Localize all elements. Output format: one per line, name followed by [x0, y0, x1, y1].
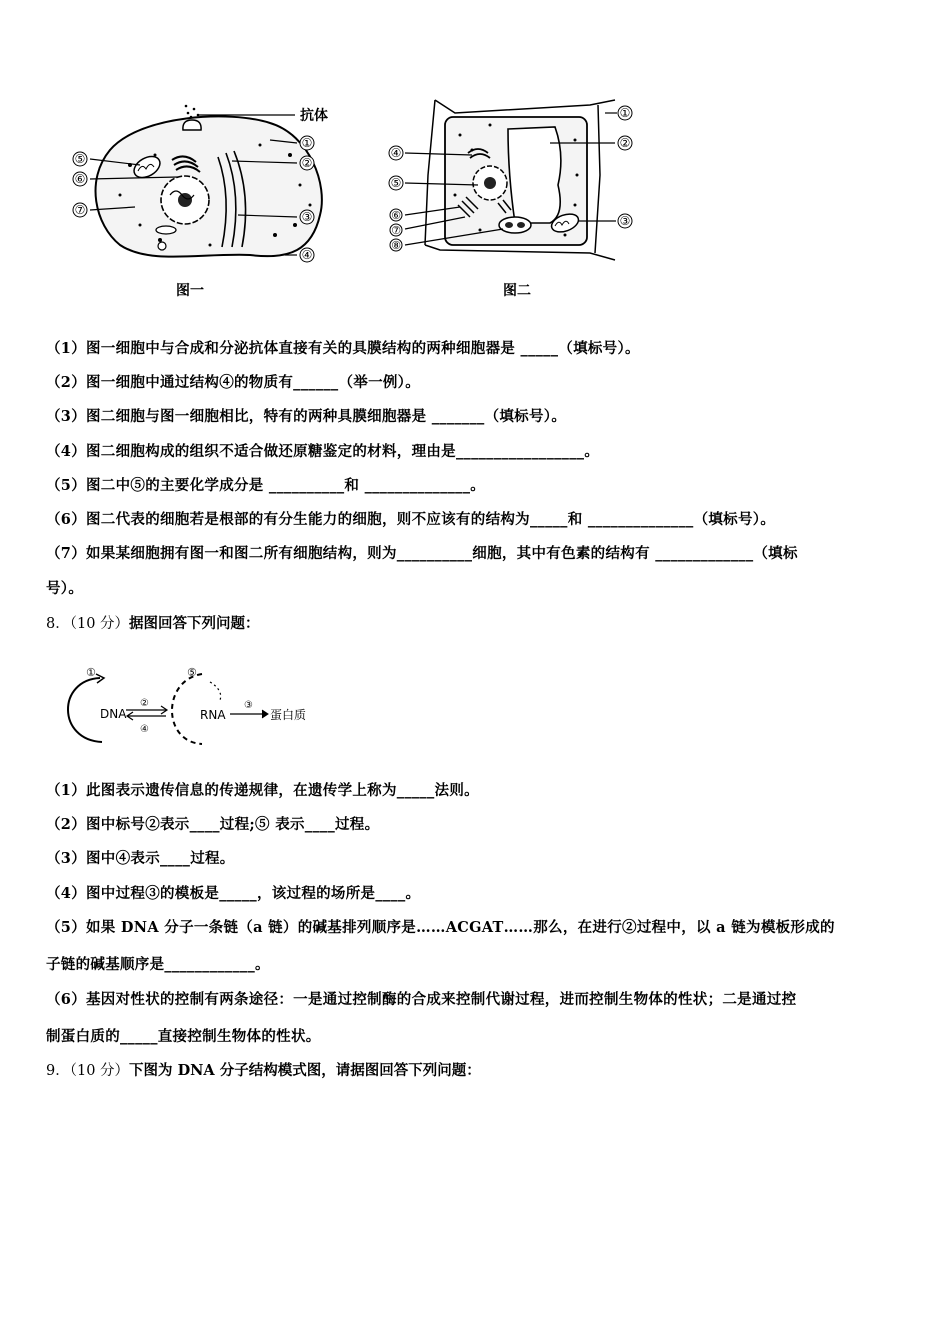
q7-line-5: （5）图二中⑤的主要化学成分是 __________和 ______________。	[46, 477, 486, 494]
fig1-marker-5: ⑤	[74, 152, 86, 166]
dogma-marker-5: ⑤	[187, 666, 197, 679]
q8-line-4: （4）图中过程③的模板是_____，该过程的场所是____。	[46, 885, 421, 902]
q8-score: （10 分）	[69, 616, 130, 632]
dogma-marker-4: ④	[140, 724, 149, 735]
q8-title: 据图回答下列问题：	[129, 615, 260, 632]
q7-line-8: 号）。	[46, 580, 84, 597]
q8-line-5: （5）如果 DNA 分子一条链（a 链）的碱基排列顺序是……ACGAT……那么，在进行②过程中，以 a 链为模板形成的	[46, 919, 835, 936]
dogma-marker-3: ③	[244, 700, 253, 711]
central-dogma-diagram	[62, 660, 322, 755]
fig2-marker-7: ⑦	[391, 224, 401, 237]
q7-line-2: （2）图一细胞中通过结构④的物质有______（举一例）。	[46, 374, 421, 391]
q7-line-3: （3）图二细胞与图一细胞相比，特有的两种具膜细胞器是 _______（填标号）。	[46, 408, 567, 425]
fig1-marker-6: ⑥	[74, 172, 86, 186]
fig1-marker-1: ①	[301, 136, 313, 150]
q8-line-8: 制蛋白质的_____直接控制生物体的性状。	[46, 1028, 321, 1045]
q8-line-6: 子链的碱基顺序是____________。	[46, 956, 270, 973]
fig2-caption: 图二	[503, 283, 531, 299]
animal-cell-diagram	[73, 105, 328, 299]
q7-line-6: （6）图二代表的细胞若是根部的有分生能力的细胞，则不应该有的结构为_____和 ______________（填标号）。	[46, 511, 776, 528]
q7-line-1: （1）图一细胞中与合成和分泌抗体直接有关的具膜结构的两种细胞器是 _____（填标号）。	[46, 340, 640, 357]
q9-header	[46, 1059, 481, 1080]
fig1-caption: 图一	[176, 283, 204, 299]
dogma-marker-2: ②	[140, 698, 149, 709]
fig2-marker-5: ⑤	[390, 176, 402, 190]
fig2-marker-8: ⑧	[391, 239, 401, 252]
plant-cell-diagram	[389, 100, 632, 299]
cell-figures	[60, 95, 660, 310]
fig1-marker-7: ⑦	[74, 203, 86, 217]
fig2-marker-6: ⑥	[391, 209, 401, 222]
q8-line-7: （6）基因对性状的控制有两条途径：一是通过控制酶的合成来控制代谢过程，进而控制生物体的性状；二是通过控	[46, 991, 797, 1008]
fig1-marker-4: ④	[301, 248, 313, 262]
q9-number: 9．	[46, 1063, 70, 1079]
fig1-marker-3: ③	[301, 210, 313, 224]
q8-line-3: （3）图中④表示____过程。	[46, 850, 235, 867]
fig2-marker-1: ①	[619, 106, 631, 120]
q8-header	[46, 612, 260, 633]
q8-line-1: （1）此图表示遗传信息的传递规律，在遗传学上称为_____法则。	[46, 782, 479, 799]
q9-score: （10 分）	[69, 1063, 130, 1079]
fig2-marker-2: ②	[619, 136, 631, 150]
fig2-marker-3: ③	[619, 214, 631, 228]
dogma-protein-label: 蛋白质	[270, 708, 307, 722]
q8-number: 8．	[46, 616, 70, 632]
dogma-marker-1: ①	[86, 666, 96, 679]
dogma-rna-label: RNA	[200, 708, 226, 722]
dogma-dna-label: DNA	[100, 707, 127, 721]
antibody-label: 抗体	[300, 108, 328, 124]
fig2-marker-4: ④	[390, 146, 402, 160]
q7-line-7: （7）如果某细胞拥有图一和图二所有细胞结构，则为__________细胞，其中有色素的结构有 _____________（填标	[46, 545, 798, 562]
q7-line-4: （4）图二细胞构成的组织不适合做还原糖鉴定的材料，理由是_________________。	[46, 443, 600, 460]
q8-line-2: （2）图中标号②表示____过程;⑤ 表示____过程。	[46, 816, 380, 833]
fig1-marker-2: ②	[301, 156, 313, 170]
q9-title: 下图为 DNA 分子结构模式图，请据图回答下列问题：	[129, 1062, 481, 1079]
